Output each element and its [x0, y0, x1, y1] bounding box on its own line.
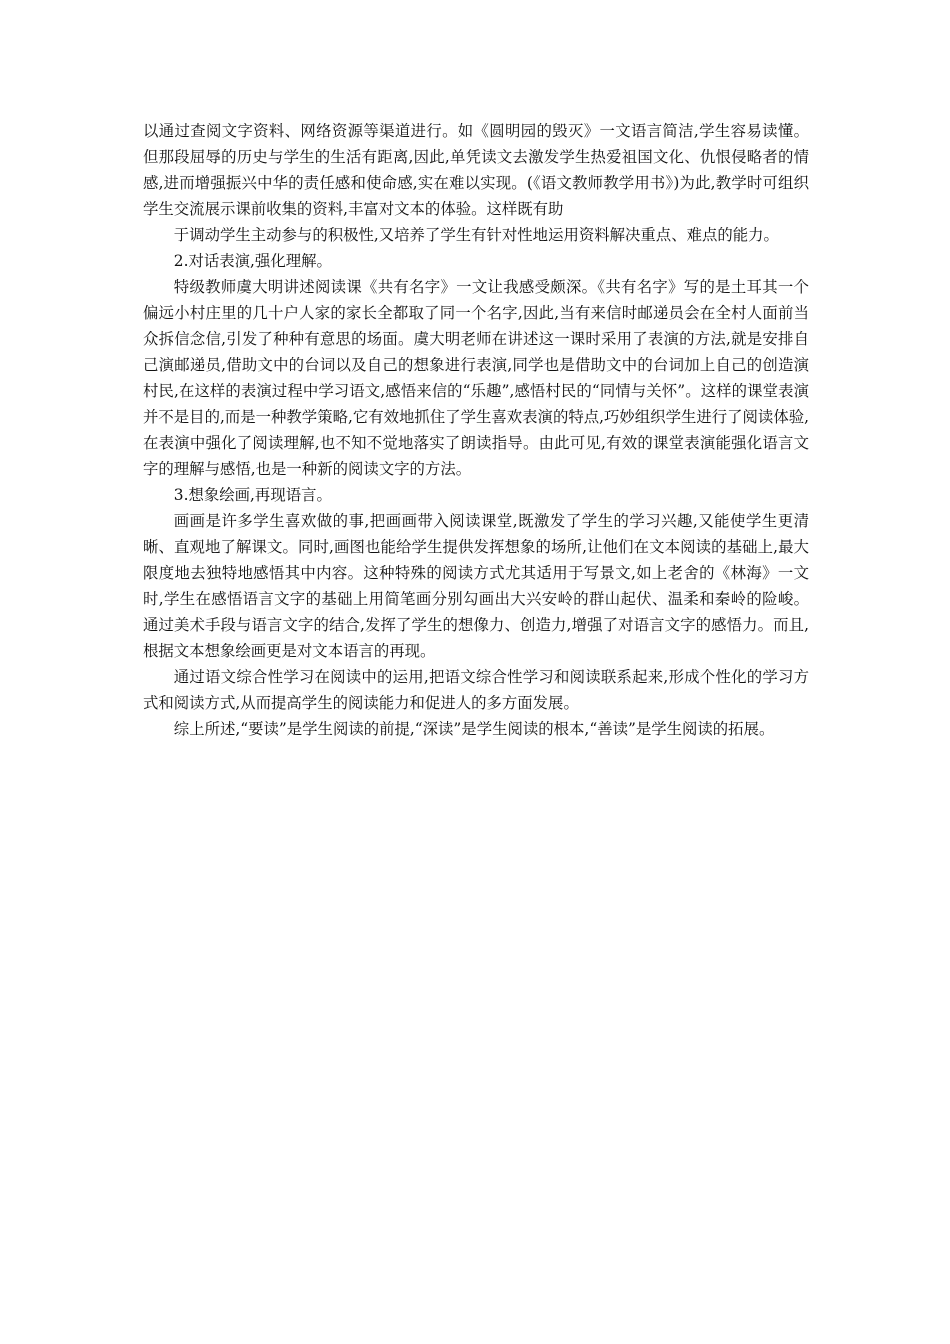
- section-heading: 2.对话表演,强化理解。: [173, 252, 332, 270]
- body-paragraph: 画画是许多学生喜欢做的事,把画画带入阅读课堂,既激发了学生的学习兴趣,又能使学生更清晰、直观地了解课文。同时,画图也能给学生提供发挥想象的场所,让他们在文本阅读的基础上,最大限度地去独特地感悟其中内容。这种特殊的阅读方式尤其适用于写景文,如上老舍的《林海》一文时,学生在感悟语言文字的基础上用简笔画分别勾画出大兴安岭的群山起伏、温柔和秦岭的险峻。通过美术手段与语言文字的结合,发挥了学生的想像力、创造力,增强了对语言文字的感悟力。而且,根据文本想象绘画更是对文本语言的再现。: [143, 512, 809, 660]
- body-paragraph: 特级教师虞大明讲述阅读课《共有名字》一文让我感受颇深。《共有名字》写的是土耳其一个偏远小村庄里的几十户人家的家长全都取了同一个名字,因此,当有来信时邮递员会在全村人面前当众拆信念信,引发了种种有意思的场面。虞大明老师在讲述这一课时采用了表演的方法,就是安排自己演邮递员,借助文中的台词以及自己的想象进行表演,同学也是借助文中的台词加上自己的创造演村民,在这样的表演过程中学习语文,感悟来信的“乐趣”,感悟村民的“同情与关怀”。这样的课堂表演并不是目的,而是一种教学策略,它有效地抓住了学生喜欢表演的特点,巧妙组织学生进行了阅读体验,在表演中强化了阅读理解,也不知不觉地落实了朗读指导。由此可见,有效的课堂表演能强化语言文字的理解与感悟,也是一种新的阅读文字的方法。: [143, 278, 809, 478]
- document-page: [143, 118, 809, 742]
- body-paragraph: 以通过查阅文字资料、网络资源等渠道进行。如《圆明园的毁灭》一文语言简洁,学生容易读懂。但那段屈辱的历史与学生的生活有距离,因此,单凭读文去激发学生热爱祖国文化、仇恨侵略者的情感,进而增强振兴中华的责任感和使命感,实在难以实现。(《语文教师教学用书》)为此,教学时可组织学生交流展示课前收集的资料,丰富对文本的体验。这样既有助: [143, 122, 809, 218]
- conclusion-paragraph: 综上所述,“要读”是学生阅读的前提,“深读”是学生阅读的根本,“善读”是学生阅读的拓展。: [173, 720, 775, 738]
- section-heading: 3.想象绘画,再现语言。: [173, 486, 332, 504]
- body-paragraph: 通过语文综合性学习在阅读中的运用,把语文综合性学习和阅读联系起来,形成个性化的学习方式和阅读方式,从而提高学生的阅读能力和促进人的多方面发展。: [143, 668, 809, 712]
- body-paragraph: 于调动学生主动参与的积极性,又培养了学生有针对性地运用资料解决重点、难点的能力。: [173, 226, 779, 244]
